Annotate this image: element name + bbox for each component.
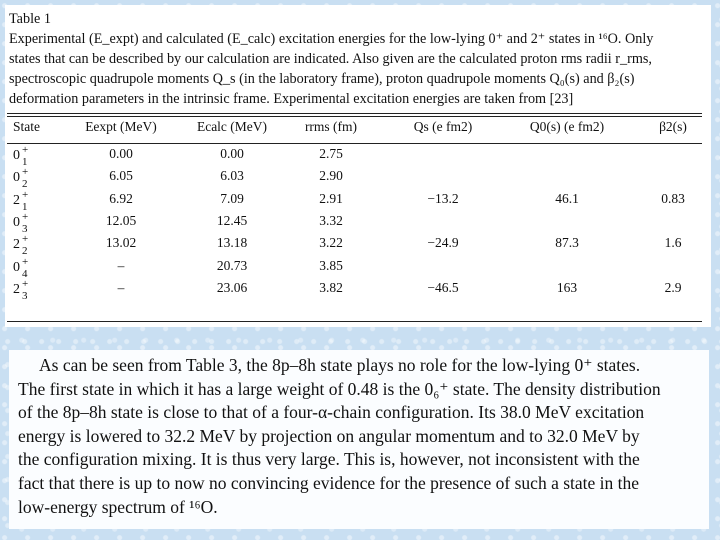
cell-state: 0 + 3: [13, 210, 29, 235]
cell-beta2: 2.9: [664, 279, 682, 295]
cell-state: 0 + 2: [13, 166, 29, 191]
cell-rrms: 2.75: [319, 146, 343, 161]
header-qs: Qs (e fm2): [413, 119, 473, 134]
cell-eexpt: –: [117, 257, 125, 273]
table-rule-top-double: [7, 116, 702, 117]
cell-rrms: 2.91: [319, 190, 343, 206]
body-line-7: low-energy spectrum of ¹⁶O.: [18, 496, 218, 517]
table-caption: [9, 9, 709, 109]
cell-ecalc: 20.73: [216, 257, 248, 273]
cell-eexpt: 0.00: [109, 146, 133, 161]
table-row: [5, 210, 711, 235]
caption-line-1: Experimental (E_expt) and calculated (E_calc) excitation energies for the low-lying 0⁺ and 2⁺ states in ¹⁶O. Only: [9, 31, 654, 47]
cell-ecalc: 0.00: [220, 146, 244, 161]
caption-title: Table 1: [9, 11, 51, 27]
header-eexpt: Eexpt (MeV): [85, 119, 157, 134]
header-rrms: rrms (fm): [304, 119, 358, 134]
cell-eexpt: 13.02: [105, 235, 137, 251]
cell-ecalc: 7.09: [220, 190, 244, 206]
cell-ecalc: 6.03: [220, 168, 244, 184]
cell-ecalc: 13.18: [216, 235, 248, 251]
cell-rrms: 3.32: [319, 212, 343, 228]
cell-rrms: 3.82: [319, 279, 343, 295]
cell-beta2: 1.6: [664, 235, 682, 251]
cell-ecalc: 23.06: [216, 279, 248, 295]
table-row: [5, 146, 711, 168]
cell-state: 0 + 1: [13, 144, 29, 168]
cell-eexpt: 6.92: [109, 190, 133, 206]
cell-beta2: 0.83: [661, 190, 685, 206]
table-panel: [5, 5, 711, 327]
cell-rrms: 2.90: [319, 168, 343, 184]
cell-state: 2 + 1: [13, 188, 29, 213]
table-row: [5, 168, 711, 190]
body-line-3: of the 8p–8h state is close to that of a four-α-chain configuration. Its 38.0 MeV excitation: [18, 402, 645, 423]
table-rule-header: [7, 143, 702, 144]
body-paragraph: [18, 354, 698, 519]
header-beta2: β2(s): [659, 119, 687, 134]
table-row: [5, 255, 711, 280]
cell-eexpt: 12.05: [105, 212, 137, 228]
cell-qs: −24.9: [427, 235, 459, 251]
table-rule-top: [7, 113, 702, 114]
cell-eexpt: –: [117, 279, 125, 295]
cell-q0: 87.3: [555, 235, 579, 251]
text-panel: [9, 350, 709, 529]
cell-qs: −46.5: [427, 279, 459, 295]
body-line-4: energy is lowered to 32.2 MeV by projection on angular momentum and to 32.0 MeV by: [18, 425, 640, 446]
cell-state: 2 + 2: [13, 233, 29, 258]
cell-q0: 46.1: [555, 190, 579, 206]
cell-rrms: 3.85: [319, 257, 343, 273]
table-row: [5, 277, 711, 302]
header-ecalc: Ecalc (MeV): [196, 119, 268, 134]
table-row: [5, 188, 711, 213]
cell-qs: −13.2: [427, 190, 459, 206]
header-state: State: [13, 119, 40, 134]
body-line-5: the configuration mixing. It is thus very large. This is, however, not inconsistent with the: [18, 449, 640, 470]
caption-line-4: deformation parameters in the intrinsic frame. Experimental excitation energies are taken from [23]: [9, 91, 574, 107]
header-q0: Q0(s) (e fm2): [529, 119, 605, 134]
table-header-row: [5, 119, 711, 141]
cell-ecalc: 12.45: [216, 212, 248, 228]
table-row: [5, 235, 711, 257]
cell-q0: 163: [556, 279, 578, 295]
cell-state: 2 + 3: [13, 277, 29, 302]
body-line-1: As can be seen from Table 3, the 8p–8h state plays no role for the low-lying 0⁺ states.: [39, 355, 641, 375]
table-rule-bottom: [7, 321, 702, 322]
body-line-2: The first state in which it has a large weight of 0.48 is the 0₆⁺ state. The density distribution: [18, 378, 661, 399]
cell-state: 0 + 4: [13, 255, 29, 280]
caption-line-2: states that can be described by our calculation are indicated. Also given are the calculated proton rms radii r_rms,: [9, 51, 652, 67]
cell-eexpt: 6.05: [109, 168, 133, 184]
caption-line-3: spectroscopic quadrupole moments Q_s (in the laboratory frame), proton quadrupole moments Q₀(s) and β₂(s): [9, 71, 635, 87]
cell-rrms: 3.22: [319, 235, 343, 251]
body-line-6: fact that there is up to now no convincing evidence for the presence of such a state in the: [18, 472, 640, 493]
